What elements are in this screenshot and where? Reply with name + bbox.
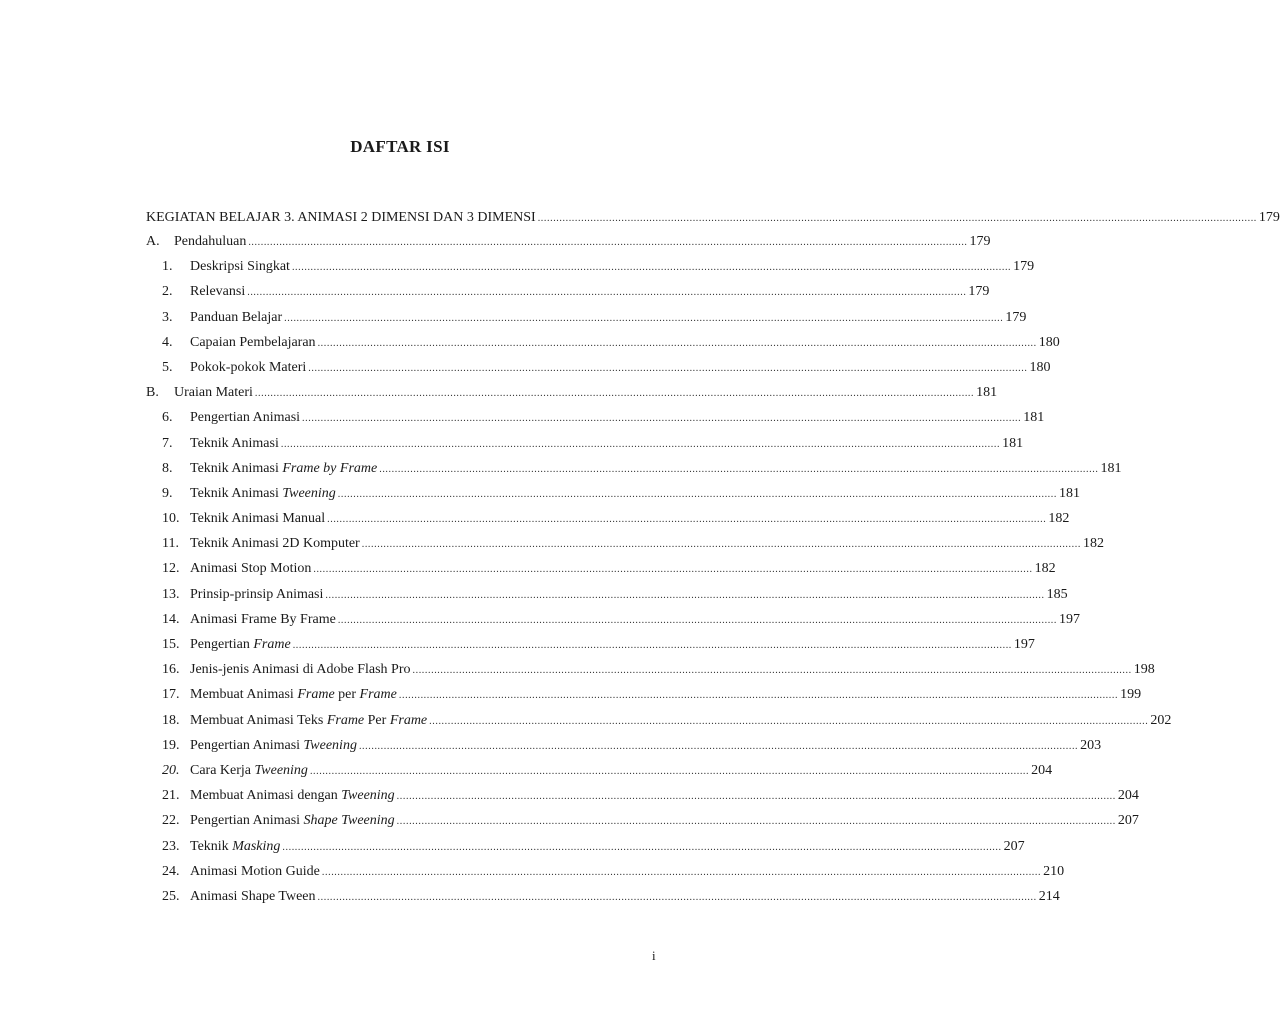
toc-leader-dots xyxy=(313,564,1032,575)
toc-entry-number: A. xyxy=(146,234,160,249)
toc-entry xyxy=(146,309,1027,335)
toc-entry-title-part: Animasi Shape Tween xyxy=(190,888,316,904)
toc-entry-title-italic: Shape Tweening xyxy=(303,813,395,829)
toc-entry xyxy=(146,460,1122,486)
toc-entry-page: 182 xyxy=(1048,511,1070,527)
toc-entry-page: 210 xyxy=(1043,863,1065,879)
toc-entry-number: 15. xyxy=(162,637,180,652)
toc-leader-dots xyxy=(325,590,1044,601)
toc-leader-dots xyxy=(302,413,1021,424)
toc-entry-title-part: Capaian Pembelajaran xyxy=(190,334,316,350)
toc-entry-title-part: Pengertian xyxy=(190,637,254,652)
toc-entry-number: 10. xyxy=(162,511,180,527)
toc-entry-title xyxy=(190,587,323,603)
toc-entry-title xyxy=(190,461,377,477)
toc-entry-page: 179 xyxy=(1005,309,1027,325)
toc-entry-title xyxy=(190,637,291,653)
toc-leader-dots xyxy=(292,262,1011,273)
toc-entry xyxy=(146,662,1155,687)
toc-entry-page: 181 xyxy=(1100,460,1122,476)
toc-entry-number: 8. xyxy=(162,460,173,476)
toc-entry-title-part: Panduan Belajar xyxy=(190,309,283,325)
toc-entry-page: 179 xyxy=(1258,210,1280,225)
toc-entry-page: 198 xyxy=(1133,662,1155,678)
toc-entry xyxy=(146,888,1060,914)
toc-entry-number: 3. xyxy=(162,309,173,325)
toc-entry-title xyxy=(190,486,336,502)
toc-entry-page: 207 xyxy=(1003,838,1025,854)
toc-entry-title-part: Pokok-pokok Materi xyxy=(190,359,307,375)
toc-entry xyxy=(146,485,1080,511)
toc-entry-title xyxy=(190,511,325,527)
toc-entry-number: 5. xyxy=(162,359,173,375)
toc-entry-page: 180 xyxy=(1038,334,1060,350)
toc-entry xyxy=(146,762,1053,788)
toc-entry-title-part: Pengertian Animasi xyxy=(190,737,304,753)
toc-entry-title xyxy=(190,788,395,804)
toc-entry-title xyxy=(190,662,411,678)
toc-leader-dots xyxy=(327,514,1046,525)
toc-leader-dots xyxy=(293,640,1012,651)
toc-entry-title xyxy=(174,385,253,401)
toc-entry-title-italic: Tweening xyxy=(282,485,336,501)
toc-entry xyxy=(146,511,1070,536)
toc-leader-dots xyxy=(413,665,1132,676)
toc-leader-dots xyxy=(397,791,1116,802)
toc-leader-dots xyxy=(281,439,1000,450)
toc-entry-number: 24. xyxy=(162,863,180,879)
toc-entry-page: 181 xyxy=(1023,410,1045,426)
toc-entry-page: 180 xyxy=(1029,359,1051,375)
toc-entry-page: 179 xyxy=(968,284,990,300)
toc-entry-title-italic: Tweening xyxy=(341,788,395,804)
toc-entry-number: 1. xyxy=(162,259,173,275)
toc-leader-dots xyxy=(379,464,1098,475)
toc-entry-title-part: Teknik xyxy=(190,838,233,854)
toc-leader-dots xyxy=(429,716,1148,727)
toc-entry-title-part: Jenis-jenis Animasi di Adobe Flash Pro xyxy=(190,662,411,678)
toc-entry-number: 25. xyxy=(162,888,180,904)
toc-entry xyxy=(146,788,1139,813)
toc-leader-dots xyxy=(308,363,1027,374)
toc-entry-number: 9. xyxy=(162,485,173,501)
toc-entry-title-part: Cara Kerja xyxy=(190,762,255,778)
toc-entry xyxy=(146,863,1065,889)
toc-entry-title xyxy=(190,889,316,905)
toc-entry-title xyxy=(190,284,245,300)
toc-entry xyxy=(146,385,998,410)
toc-leader-dots xyxy=(322,867,1041,878)
toc-entry-title-part: Membuat Animasi Teks xyxy=(190,712,327,728)
toc-entry xyxy=(146,637,1035,662)
toc-leader-dots xyxy=(318,338,1037,349)
toc-entry-number: 7. xyxy=(162,435,173,451)
toc-entry-title xyxy=(190,864,320,880)
toc-entry xyxy=(146,687,1142,712)
toc-leader-dots xyxy=(248,237,967,248)
toc-entry-number: 14. xyxy=(162,611,180,627)
toc-entry-title-part: Membuat Animasi xyxy=(190,687,298,703)
toc-entry-title-part: Animasi Motion Guide xyxy=(190,863,320,879)
toc-entry xyxy=(146,259,1035,284)
toc-entry-title xyxy=(190,410,300,426)
toc-entry xyxy=(146,284,990,309)
toc-entry-title-part: KEGIATAN BELAJAR 3. ANIMASI 2 DIMENSI DAN 3 DIMENSI xyxy=(146,210,536,225)
toc-entry xyxy=(146,838,1025,864)
toc-leader-dots xyxy=(397,816,1116,827)
toc-entry-title-italic: Tweening xyxy=(254,762,308,778)
toc-entry-title-part: Teknik Animasi xyxy=(190,485,283,501)
toc-leader-dots xyxy=(399,690,1118,701)
toc-leader-dots xyxy=(318,892,1037,903)
toc-entry-title xyxy=(190,763,308,779)
toc-entry xyxy=(146,359,1051,385)
toc-leader-dots xyxy=(282,842,1001,853)
toc-entry-title-part: Teknik Animasi xyxy=(190,460,283,476)
toc-entry-number: 11. xyxy=(162,536,179,552)
toc-entry-title xyxy=(190,713,427,729)
toc-entry-page: 181 xyxy=(976,385,998,401)
toc-entry-title xyxy=(190,813,395,829)
toc-entry-title-part: Animasi Stop Motion xyxy=(190,561,312,577)
toc-entry-number: 16. xyxy=(162,662,180,678)
toc-entry-title-part: Pengertian Animasi xyxy=(190,813,304,829)
toc-entry-page: 179 xyxy=(1013,259,1035,275)
toc-leader-dots xyxy=(362,539,1081,550)
toc-entry-page: 185 xyxy=(1046,586,1068,602)
table-of-contents xyxy=(146,210,1280,914)
toc-entry-title-part: Teknik Animasi Manual xyxy=(190,511,326,527)
toc-entry-title-part: Teknik Animasi 2D Komputer xyxy=(190,536,360,552)
toc-leader-dots xyxy=(338,489,1057,500)
toc-entry-page: 181 xyxy=(1058,485,1080,501)
toc-entry-title xyxy=(190,687,397,703)
toc-entry xyxy=(146,611,1081,637)
toc-entry-number: 17. xyxy=(162,687,180,703)
toc-entry xyxy=(146,712,1172,738)
toc-entry-number: 21. xyxy=(162,788,180,804)
toc-entry-title-part: Deskripsi Singkat xyxy=(190,259,290,275)
toc-entry-title-part: Membuat Animasi dengan xyxy=(190,788,342,804)
toc-entry-title-italic: Frame xyxy=(359,687,397,703)
toc-leader-dots xyxy=(310,766,1029,777)
toc-entry-number: 23. xyxy=(162,838,180,854)
toc-entry-title-italic: Frame xyxy=(326,712,365,728)
toc-entry-title-italic: Masking xyxy=(232,838,281,854)
toc-entry xyxy=(146,435,1024,461)
toc-entry-number: 6. xyxy=(162,410,173,426)
toc-entry-title-italic: Frame xyxy=(253,637,291,652)
toc-entry xyxy=(146,234,991,259)
toc-entry-title-part: Uraian Materi xyxy=(174,385,253,401)
page-title: DAFTAR ISI xyxy=(350,137,450,156)
toc-entry-title xyxy=(174,234,246,250)
toc-entry-page: 207 xyxy=(1117,813,1139,829)
toc-entry-page: 202 xyxy=(1150,712,1172,728)
toc-entry-title-italic: Tweening xyxy=(303,737,357,753)
toc-entry xyxy=(146,561,1056,586)
toc-entry-title-italic: Frame xyxy=(389,712,428,728)
toc-entry-page: 182 xyxy=(1034,561,1056,577)
toc-leader-dots xyxy=(284,313,1003,324)
toc-entry-number: 18. xyxy=(162,712,180,728)
toc-entry-page: 197 xyxy=(1013,637,1035,652)
toc-entry-page: 214 xyxy=(1038,888,1060,904)
toc-entry-title-part: per xyxy=(334,687,360,703)
toc-entry-number: 13. xyxy=(162,586,180,602)
toc-entry-page: 204 xyxy=(1117,788,1139,804)
toc-entry xyxy=(146,586,1068,612)
toc-leader-dots xyxy=(359,741,1078,752)
toc-entry-title-part: Prinsip-prinsip Animasi xyxy=(190,586,324,602)
toc-entry-title-part: Relevansi xyxy=(190,284,246,300)
toc-entry-title xyxy=(190,738,357,754)
toc-entry-number: 4. xyxy=(162,334,173,350)
toc-entry-title xyxy=(190,839,280,855)
toc-entry-number: 2. xyxy=(162,284,173,300)
toc-entry-title xyxy=(190,259,290,275)
toc-entry-title xyxy=(190,436,279,452)
toc-entry-number: 19. xyxy=(162,737,180,753)
toc-entry-page: 179 xyxy=(969,234,991,249)
toc-entry-page: 203 xyxy=(1080,737,1102,753)
toc-leader-dots xyxy=(338,615,1057,626)
toc-entry-number: B. xyxy=(146,385,159,401)
toc-entry-page: 204 xyxy=(1031,762,1053,778)
toc-entry xyxy=(146,536,1104,561)
toc-leader-dots xyxy=(247,287,966,298)
toc-entry-number: 20. xyxy=(162,762,180,778)
toc-entry-title-part: Animasi Frame By Frame xyxy=(190,611,336,627)
toc-entry-title-part: Pengertian Animasi xyxy=(190,410,301,426)
toc-entry-title xyxy=(190,536,360,552)
toc-entry-title-part: Per xyxy=(364,712,390,728)
page-number: i xyxy=(652,948,656,963)
toc-entry-title xyxy=(190,612,336,628)
toc-entry-number: 22. xyxy=(162,813,180,829)
toc-entry-title-italic: Frame xyxy=(297,687,335,703)
toc-entry-page: 181 xyxy=(1002,435,1024,451)
toc-leader-dots xyxy=(538,213,1257,224)
toc-entry-number: 12. xyxy=(162,561,180,577)
toc-entry xyxy=(146,410,1045,435)
toc-entry xyxy=(146,737,1102,763)
toc-entry-title-italic: Frame by Frame xyxy=(282,460,378,476)
toc-entry-title xyxy=(190,360,306,376)
toc-entry-page: 197 xyxy=(1059,611,1081,627)
toc-entry xyxy=(146,334,1060,360)
toc-entry-page: 182 xyxy=(1082,536,1104,552)
toc-leader-dots xyxy=(255,388,974,399)
toc-entry-title xyxy=(190,335,316,351)
toc-entry xyxy=(146,210,1280,234)
toc-entry-title-part: Teknik Animasi xyxy=(190,435,279,451)
toc-entry-title xyxy=(190,310,282,326)
toc-entry-title xyxy=(190,561,311,577)
toc-entry xyxy=(146,813,1139,838)
toc-entry-page: 199 xyxy=(1120,687,1142,703)
toc-entry-title xyxy=(146,210,536,226)
toc-entry-title-part: Pendahuluan xyxy=(174,234,247,249)
